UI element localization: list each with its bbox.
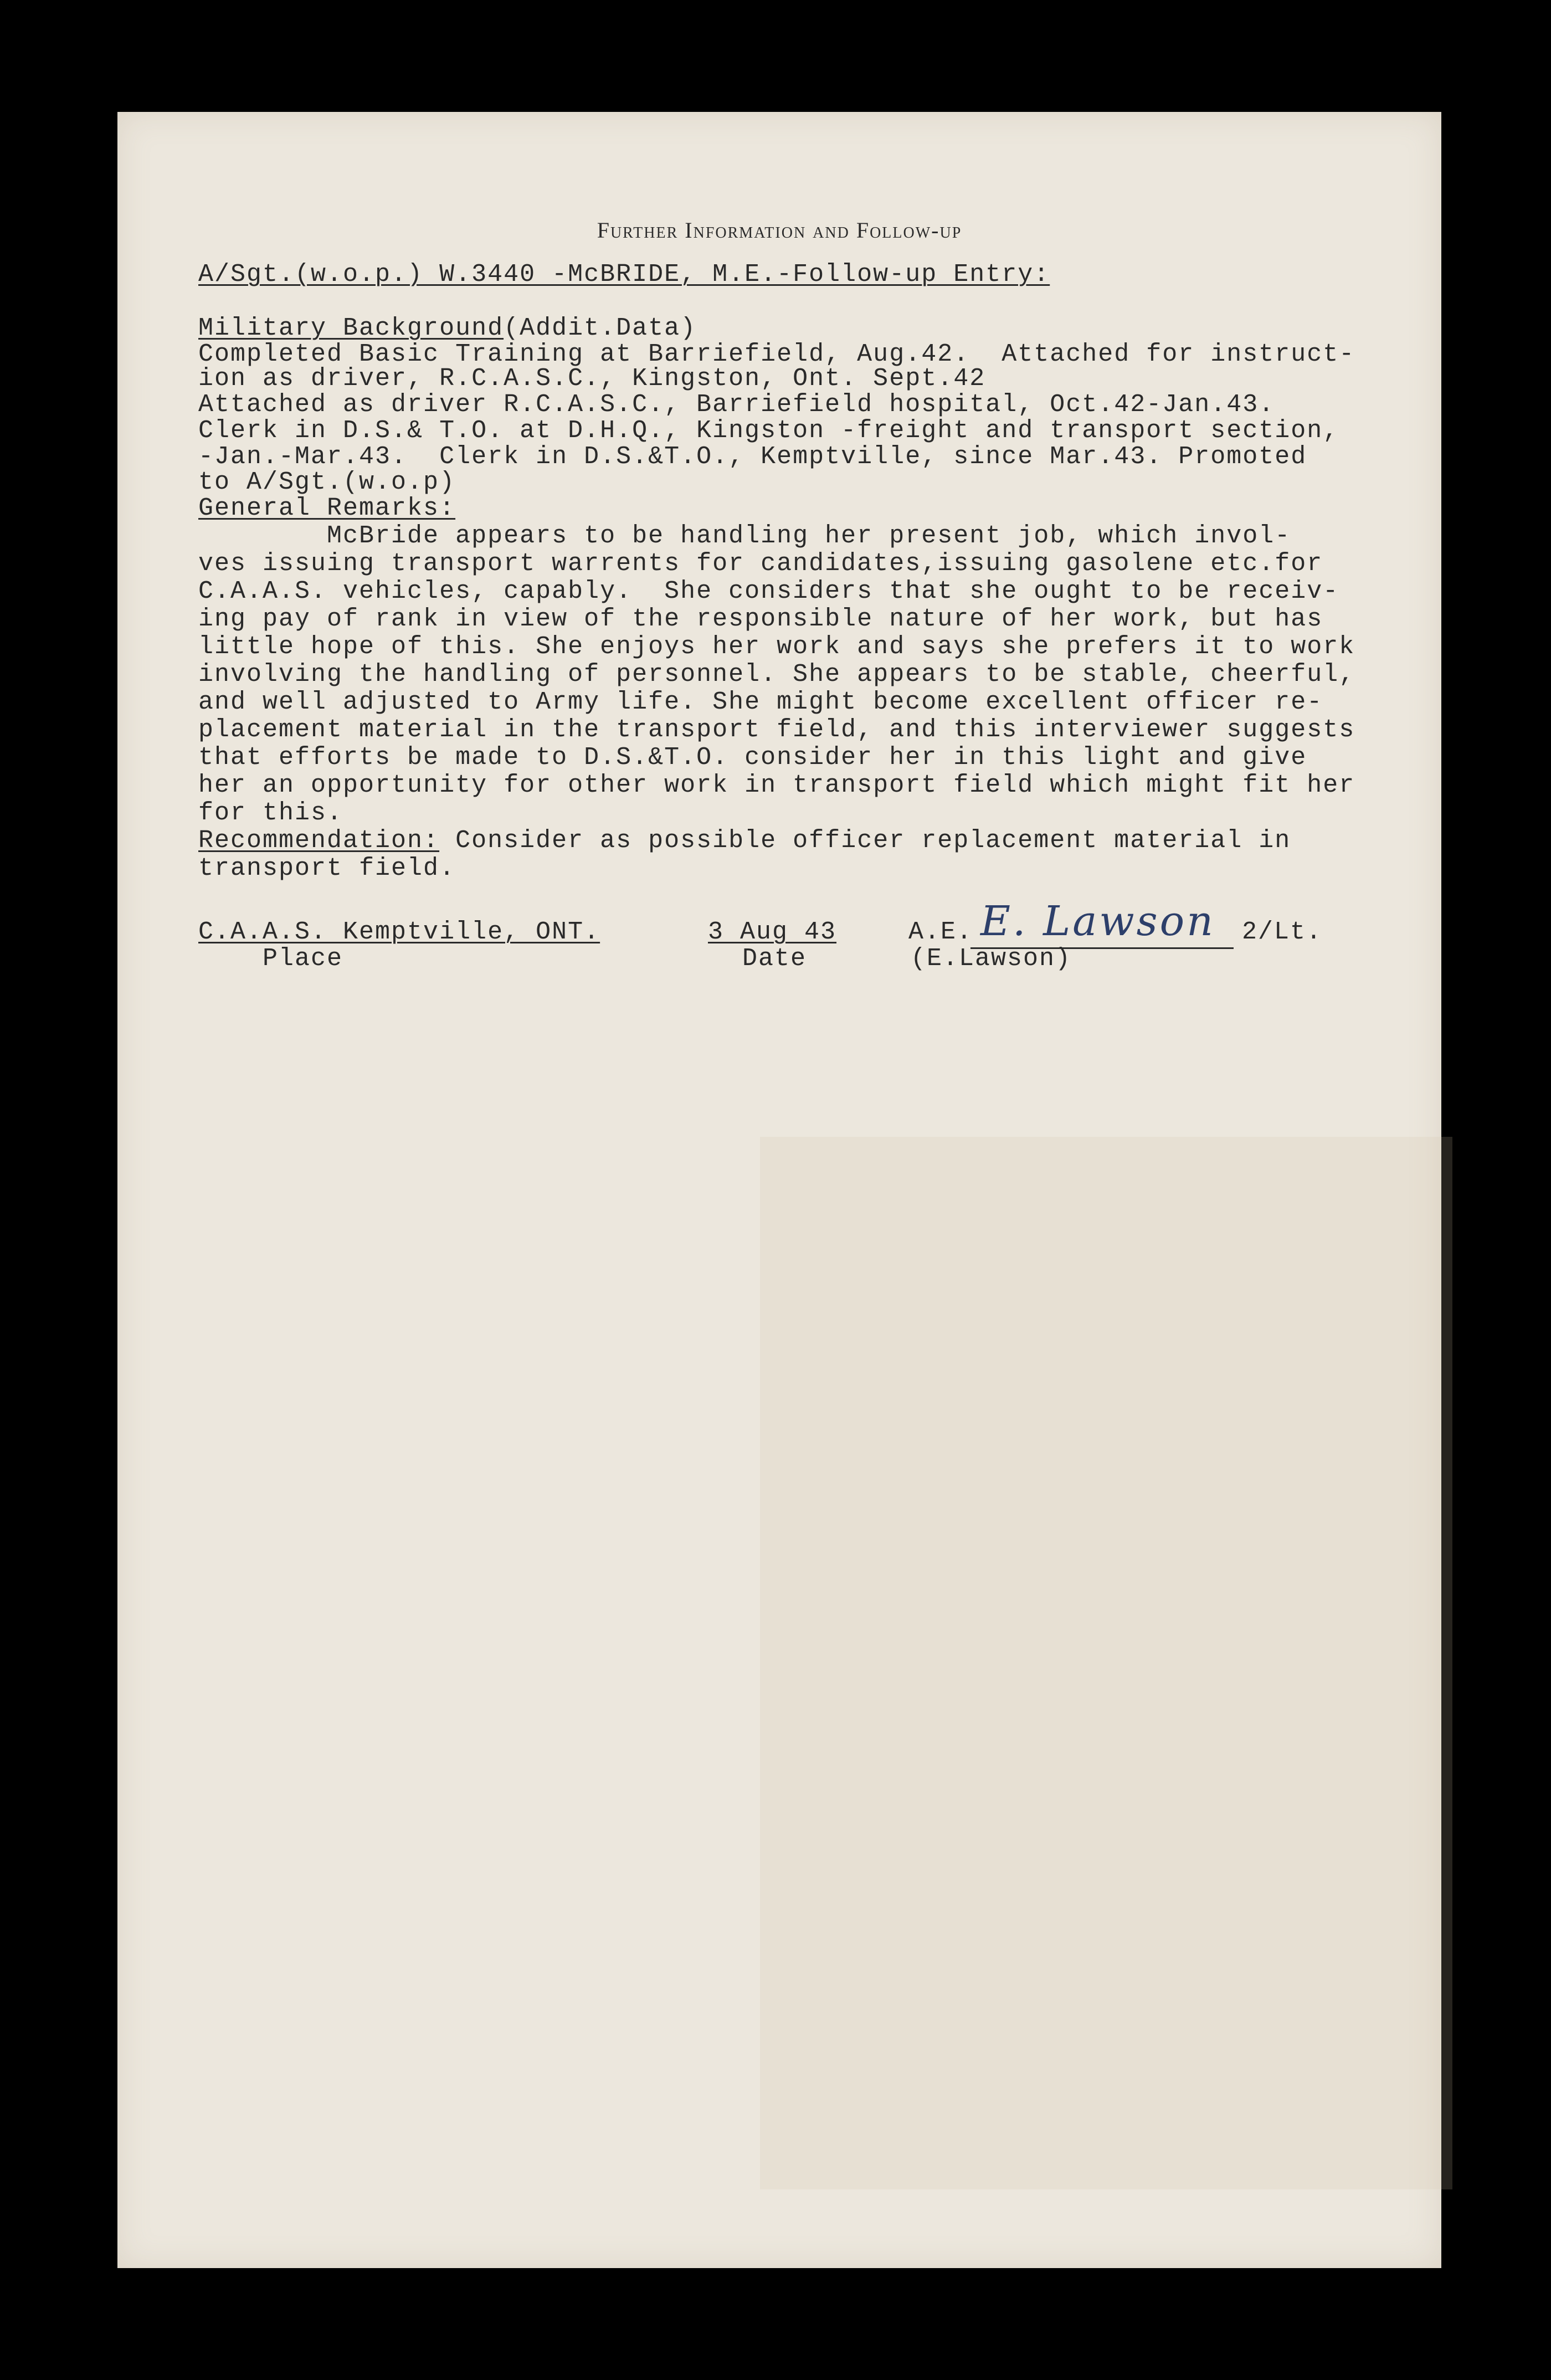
military-line-6: to A/Sgt.(w.o.p) <box>198 468 456 496</box>
military-line-5: -Jan.-Mar.43. Clerk in D.S.&T.O., Kemptville, since Mar.43. Promoted <box>198 443 1307 471</box>
remarks-line-2: ves issuing transport warrents for candidates,issuing gasolene etc.for <box>198 550 1323 578</box>
military-background-label: Military Background <box>198 314 504 342</box>
remarks-line-7: and well adjusted to Army life. She might become excellent officer re- <box>198 688 1323 716</box>
military-background-heading <box>198 314 696 342</box>
document-page <box>117 112 1441 2268</box>
handwritten-signature: E. Lawson <box>980 897 1215 945</box>
remarks-line-10: her an opportunity for other work in transport field which might fit her <box>198 771 1355 799</box>
military-line-1: Completed Basic Training at Barriefield, Aug.42. Attached for instruct- <box>198 340 1355 368</box>
remarks-line-4: ing pay of rank in view of the responsible nature of her work, but has <box>198 605 1323 633</box>
remarks-line-11: for this. <box>198 799 343 827</box>
remarks-line-9: that efforts be made to D.S.&T.O. consider her in this light and give <box>198 743 1307 772</box>
date-label: Date <box>742 945 807 973</box>
military-background-suffix: (Addit.Data) <box>504 314 697 342</box>
place-value: C.A.A.S. Kemptville, ONT. <box>198 918 600 946</box>
remarks-line-8: placement material in the transport field, and this interviewer suggests <box>198 716 1355 744</box>
rank-prefix: A.E. <box>908 918 973 946</box>
recommendation-line <box>198 827 1291 855</box>
remarks-line-1: McBride appears to be handling her present job, which invol- <box>198 522 1291 550</box>
general-remarks-heading: General Remarks: <box>198 494 456 522</box>
date-value: 3 Aug 43 <box>708 918 837 946</box>
bleed-through-area <box>760 1137 1452 2189</box>
place-label: Place <box>263 945 343 973</box>
remarks-line-5: little hope of this. She enjoys her work and says she prefers it to work <box>198 633 1355 661</box>
recommendation-label: Recommendation: <box>198 827 440 855</box>
military-line-2: ion as driver, R.C.A.S.C., Kingston, Ont. Sept.42 <box>198 365 986 393</box>
military-line-3: Attached as driver R.C.A.S.C., Barriefield hospital, Oct.42-Jan.43. <box>198 391 1275 419</box>
rank-suffix: 2/Lt. <box>1242 918 1323 946</box>
printed-name: (E.Lawson) <box>911 945 1072 973</box>
remarks-line-3: C.A.A.S. vehicles, capably. She considers that she ought to be receiv- <box>198 577 1339 606</box>
entry-title: A/Sgt.(w.o.p.) W.3440 -McBRIDE, M.E.-Follow-up Entry: <box>198 260 1050 289</box>
page-heading: Further Information and Follow-up <box>597 218 962 243</box>
recommendation-line-2: transport field. <box>198 854 456 883</box>
remarks-line-6: involving the handling of personnel. She appears to be stable, cheerful, <box>198 660 1355 689</box>
recommendation-text: Consider as possible officer replacement material in <box>439 827 1291 855</box>
military-line-4: Clerk in D.S.& T.O. at D.H.Q., Kingston -freight and transport section, <box>198 417 1339 445</box>
